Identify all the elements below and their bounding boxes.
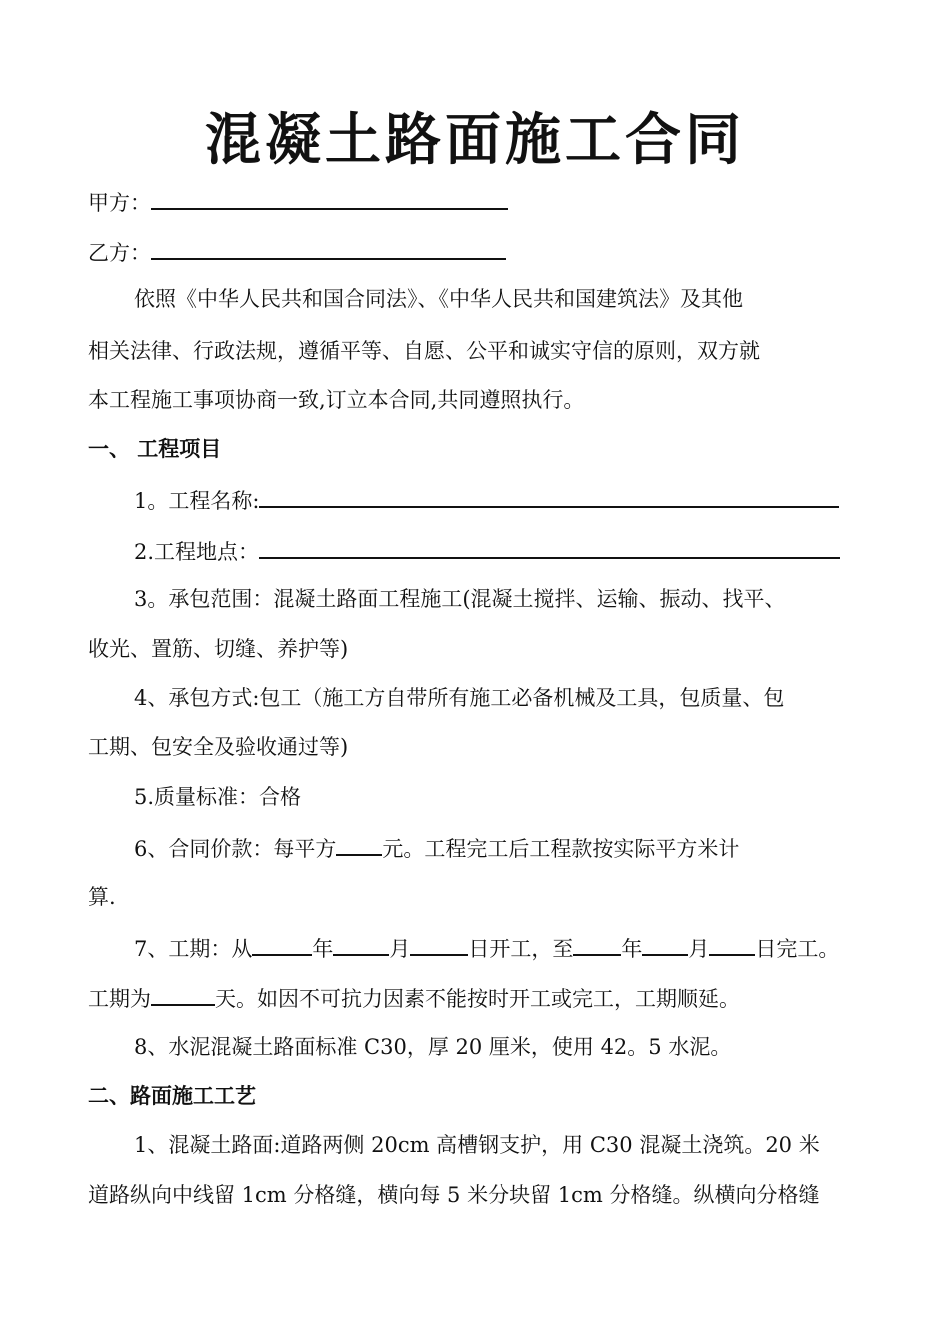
project-location-blank[interactable] xyxy=(259,535,840,559)
start-year-label: 年 xyxy=(312,937,334,961)
project-location-label: 2.工程地点： xyxy=(134,540,260,564)
start-month-label: 月 xyxy=(389,937,411,961)
method-line-1: 4、承包方式:包工（施工方自带所有施工必备机械及工具，包质量、包 xyxy=(134,686,785,710)
project-location-line xyxy=(134,535,840,567)
preamble-line-1: 依照《中华人民共和国合同法》、《中华人民共和国建筑法》及其他 xyxy=(134,287,743,311)
scope-line-2: 收光、置筋、切缝、养护等) xyxy=(88,637,349,661)
section-heading-2: 二、路面施工工艺 xyxy=(88,1083,256,1108)
end-month-label: 月 xyxy=(688,937,710,961)
start-year-blank[interactable] xyxy=(252,932,312,956)
duration-label: 工期为 xyxy=(88,987,151,1011)
party-b-line xyxy=(88,236,506,268)
party-a-line xyxy=(88,186,508,218)
party-b-blank[interactable] xyxy=(151,236,506,260)
start-day-label: 日开工，至 xyxy=(468,937,574,961)
end-year-blank[interactable] xyxy=(573,932,621,956)
project-name-line xyxy=(134,484,839,516)
process-line-1: 1、混凝土路面:道路两侧 20cm 高槽钢支护，用 C30 混凝土浇筑。20 米 xyxy=(134,1133,820,1157)
start-month-blank[interactable] xyxy=(333,932,389,956)
process-line-2: 道路纵向中线留 1cm 分格缝，横向每 5 米分块留 1cm 分格缝。纵横向分格缝 xyxy=(88,1183,820,1207)
period-line-1 xyxy=(134,932,839,964)
period-line-2 xyxy=(88,982,740,1014)
end-year-label: 年 xyxy=(621,937,643,961)
price-rest: 元。工程完工后工程款按实际平方米计 xyxy=(382,837,740,861)
party-a-label: 甲方： xyxy=(88,191,151,215)
end-day-label: 日完工。 xyxy=(755,937,840,961)
section-heading-1: 一、 工程项目 xyxy=(88,436,222,461)
preamble-line-2: 相关法律、行政法规，遵循平等、自愿、公平和诚实守信的原则，双方就 xyxy=(88,339,760,363)
end-month-blank[interactable] xyxy=(642,932,688,956)
duration-rest: 天。如因不可抗力因素不能按时开工或完工，工期顺延。 xyxy=(215,987,740,1011)
document-title: 混凝土路面施工合同 xyxy=(205,107,745,173)
project-name-label: 1。工程名称: xyxy=(134,489,260,513)
duration-blank[interactable] xyxy=(151,982,215,1006)
concrete-standard: 8、水泥混凝土路面标准 C30，厚 20 厘米，使用 42。5 水泥。 xyxy=(134,1035,732,1059)
method-line-2: 工期、包安全及验收通过等) xyxy=(88,735,349,759)
price-line-2: 算. xyxy=(88,885,116,909)
party-b-label: 乙方： xyxy=(88,241,151,265)
scope-line-1: 3。承包范围：混凝土路面工程施工(混凝土搅拌、运输、振动、找平、 xyxy=(134,587,786,611)
preamble-line-3: 本工程施工事项协商一致,订立本合同,共同遵照执行。 xyxy=(88,388,585,412)
start-day-blank[interactable] xyxy=(410,932,468,956)
end-day-blank[interactable] xyxy=(709,932,755,956)
project-name-blank[interactable] xyxy=(259,484,839,508)
price-line-1 xyxy=(134,832,739,864)
period-from-label: 7、工期：从 xyxy=(134,937,253,961)
price-label: 6、合同价款：每平方 xyxy=(134,837,337,861)
quality-standard: 5.质量标准：合格 xyxy=(134,785,302,809)
price-blank[interactable] xyxy=(336,832,382,856)
party-a-blank[interactable] xyxy=(151,186,508,210)
